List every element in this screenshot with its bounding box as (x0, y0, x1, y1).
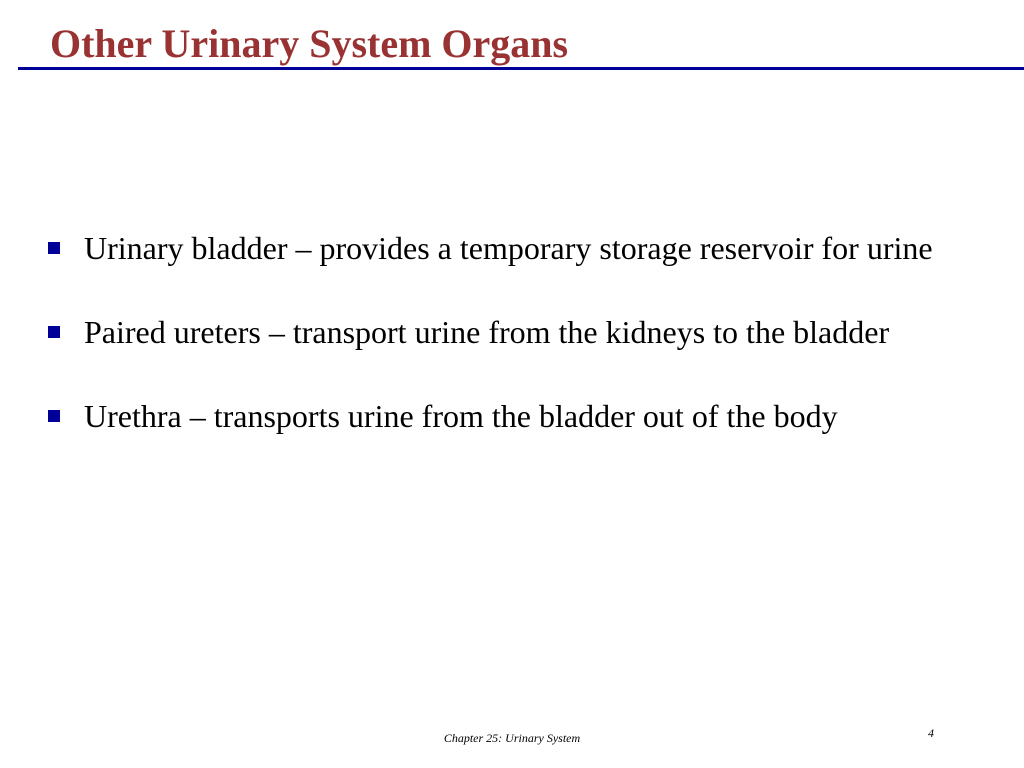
page-number: 4 (928, 726, 934, 740)
list-item (48, 222, 978, 275)
square-bullet-icon (48, 410, 60, 422)
square-bullet-icon (48, 242, 60, 254)
slide-footer: Chapter 25: Urinary System (443, 731, 581, 745)
bullet-list (48, 222, 978, 474)
slide-title: Other Urinary System Organs (50, 21, 569, 66)
list-item (48, 390, 978, 443)
title-underline (18, 67, 1024, 70)
square-bullet-icon (48, 326, 60, 338)
bullet-text: Paired ureters – transport urine from the kidneys to the bladder (84, 314, 890, 350)
bullet-text: Urethra – transports urine from the bladder out of the body (84, 398, 838, 434)
bullet-text: Urinary bladder – provides a temporary storage reservoir for urine (84, 230, 933, 266)
list-item (48, 306, 978, 359)
